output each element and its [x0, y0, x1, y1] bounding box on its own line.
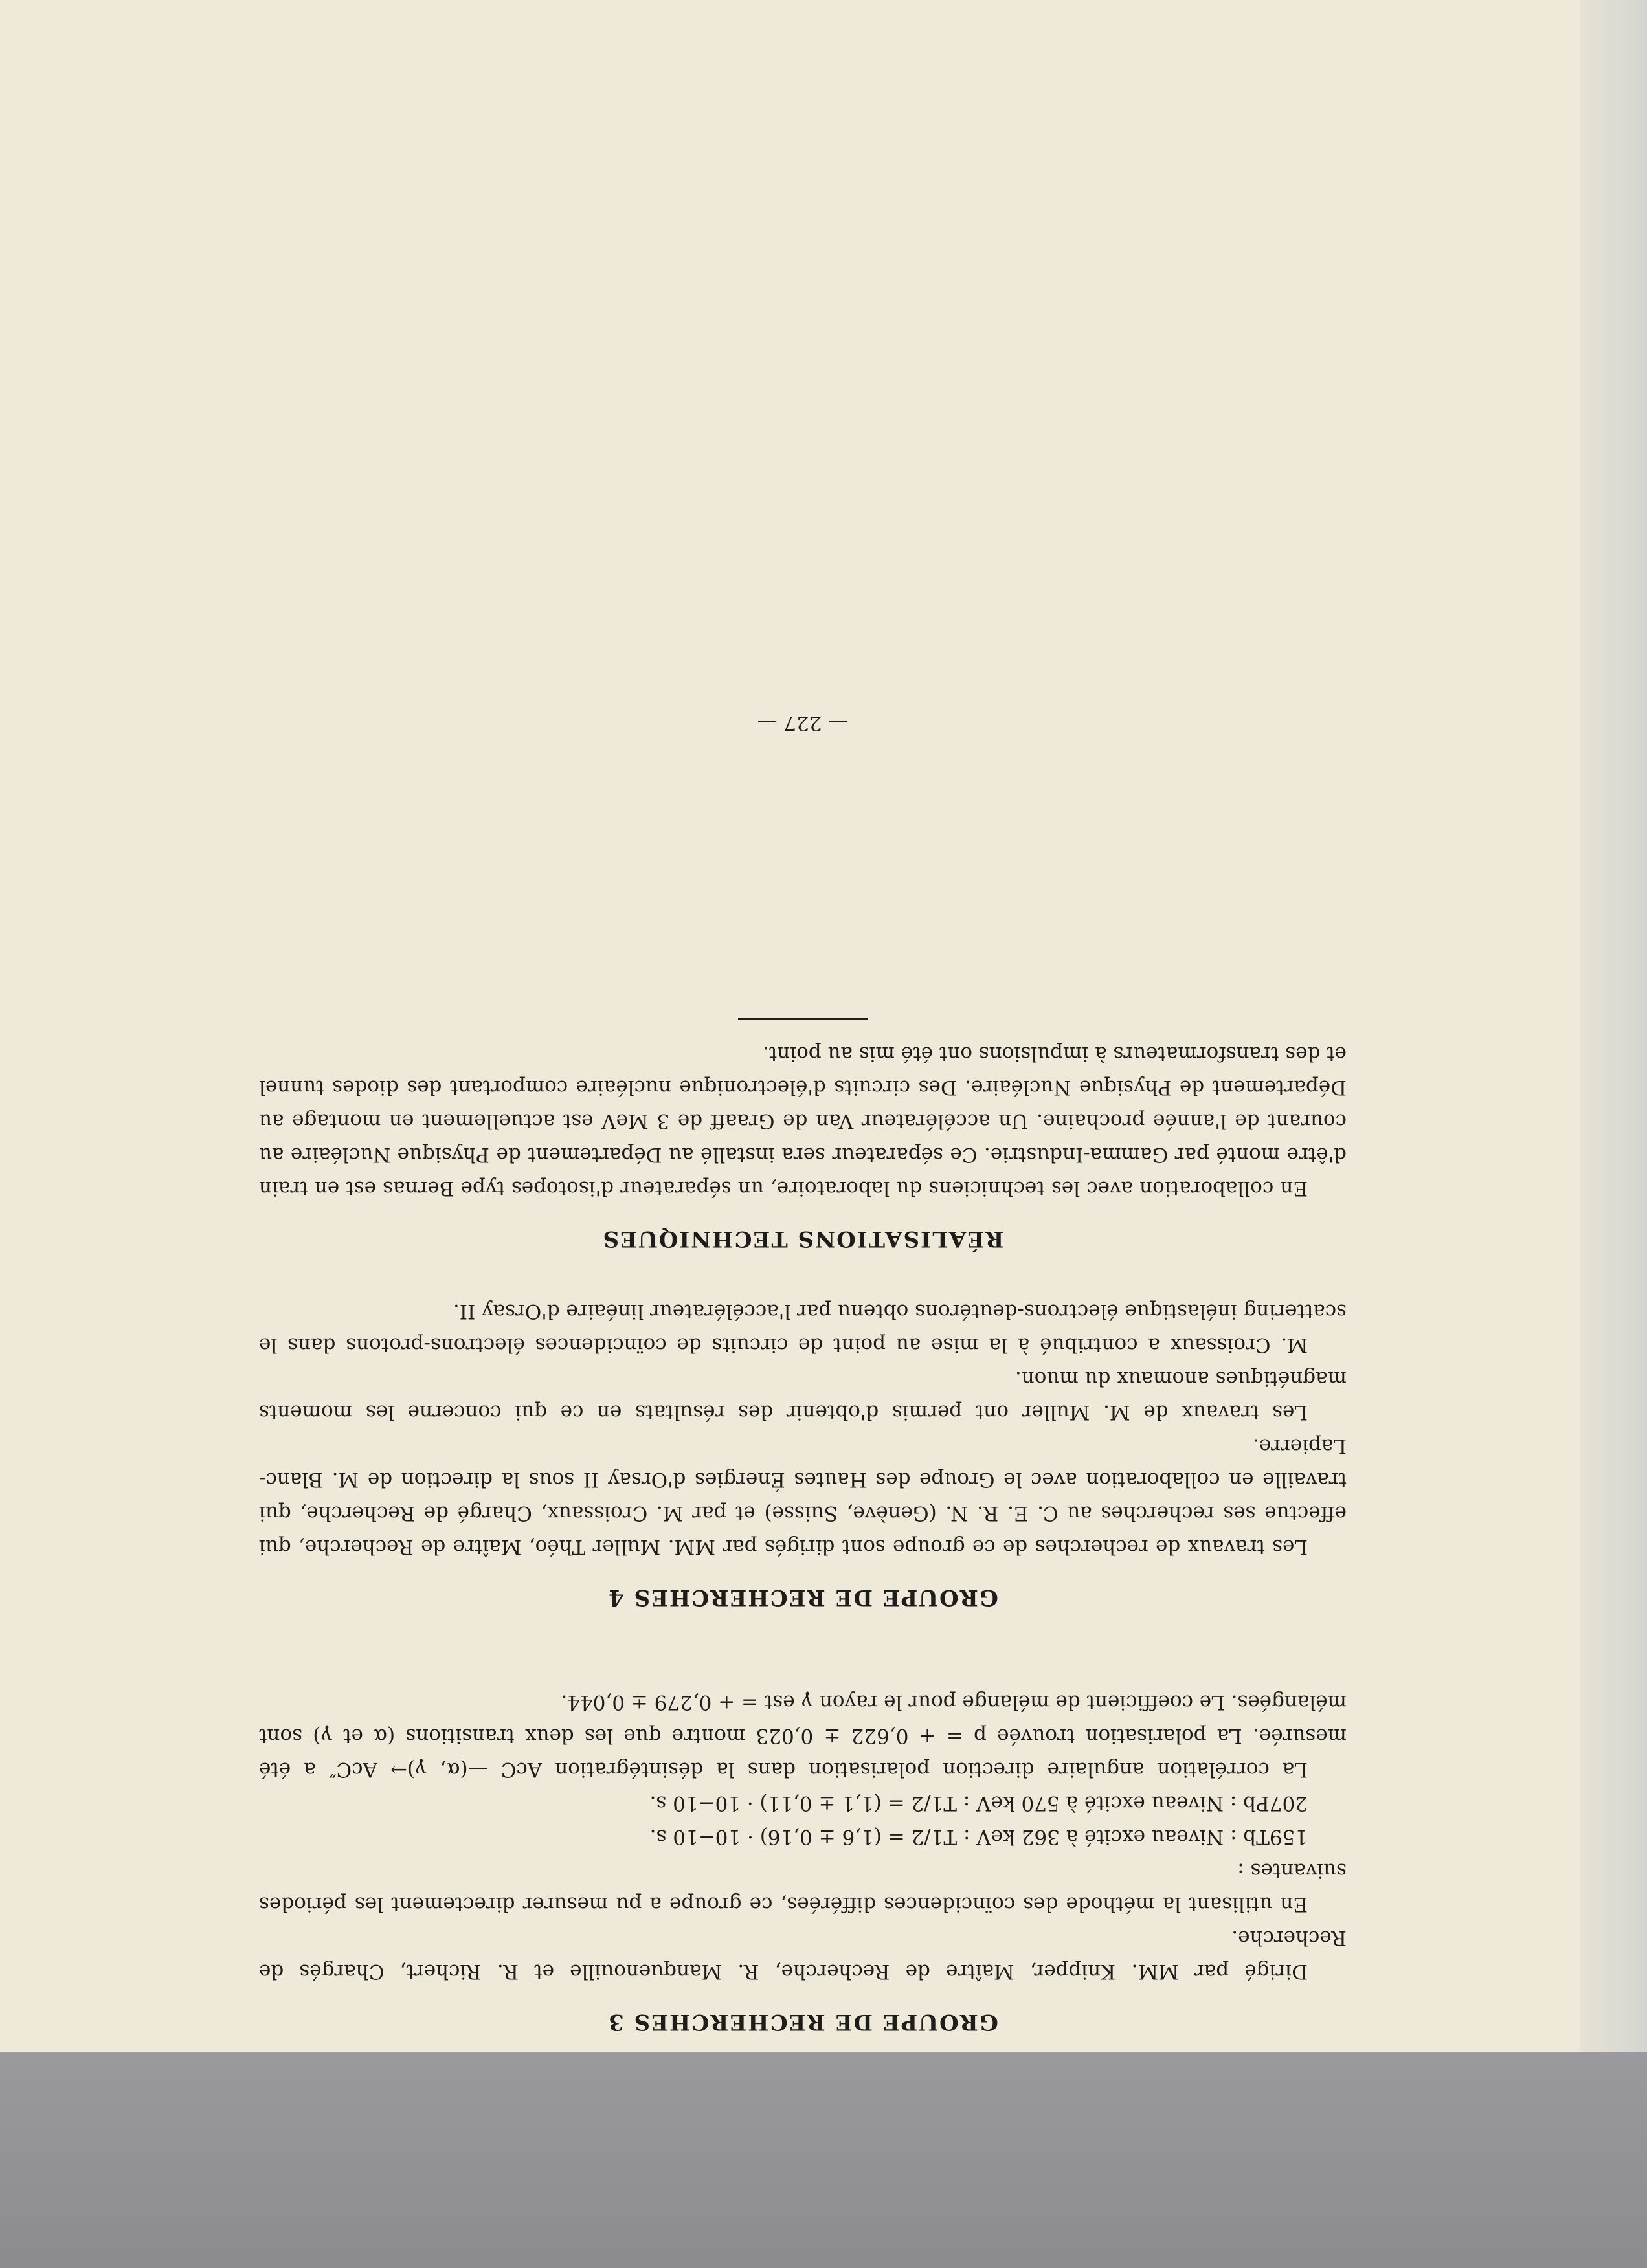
group4-paragraph-3: M. Croissaux a contribué à la mise au point de circuits de coïncidences électrons-protons dans le scattering inélastique électrons-deutérons obtenu par l'accélérateur linéaire d'Orsay II.: [259, 1300, 1347, 1357]
paper-right-edge-shadow: [1580, 0, 1647, 2052]
group3-paragraph-1: En utilisant la méthode des coïncidences différées, ce groupe a pu mesurer directement les périodes suivantes :: [259, 1859, 1347, 1916]
tb-period-line: 159Tb : Niveau excité à 362 keV : T1/2 = (1,6 ± 0,16) · 10−10 s.: [649, 1825, 1308, 1849]
section-end-rule: [738, 1018, 868, 1020]
group3-intro: Dirigé par MM. Knipper, Maître de Recherche, R. Manquenouille et R. Richert, Chargés de Recherche.: [259, 1926, 1347, 1983]
page-number: — 227 —: [757, 711, 849, 735]
pb-period-line: 207Pb : Niveau excité à 570 keV : T1/2 = (1,1 ± 0,11) · 10−10 s.: [649, 1792, 1308, 1815]
group4-heading: GROUPE DE RECHERCHES 4: [607, 1584, 998, 1610]
techniques-paragraph-1: En collaboration avec les techniciens du laboratoire, un séparateur d'isotopes type Bernas est en train d'être monté par Gamma-Industrie. Ce séparateur sera installé au Département de Physique Nucléaire au courant de l'année prochaine. Un accélérateur Van de Graaff de 3 MeV est actuellement en montage au Département de Physique Nucléaire. Des circuits d'électronique nucléaire comportant des diodes tunnel et des transformateurs à impulsions ont été mis au point.: [259, 1042, 1347, 1200]
group3-heading: GROUPE DE RECHERCHES 3: [607, 2009, 998, 2035]
techniques-heading: RÉALISATIONS TECHNIQUES: [601, 1226, 1004, 1252]
group4-paragraph-2: Les travaux de M. Muller ont permis d'obtenir des résultats en ce qui concerne les moments magnétiques anomaux du muon.: [259, 1367, 1347, 1424]
printed-page: [259, 252, 1347, 2039]
group4-paragraph-1: Les travaux de recherches de ce groupe sont dirigés par MM. Muller Théo, Maître de Recherche, qui effectue ses recherches au C. E. R. N. (Genève, Suisse) et par M. Croissaux, Chargé de Recherche, qui travaille en collaboration avec le Groupe des Hautes Énergies d'Orsay II sous la direction de M. Blanc-Lapierre.: [259, 1434, 1347, 1559]
scanner-bed-gray-area: [0, 2052, 1647, 2268]
group3-paragraph-2: La corrélation angulaire direction polarisation dans la désintégration AcC —(α, γ)→ AcC″ a été mesurée. La polarisation trouvée p = + 0,622 ± 0,023 montre que les deux transitions (α et γ) sont mélangées. Le coefficient de mélange pour le rayon γ est = + 0,279 ± 0,044.: [259, 1691, 1347, 1781]
